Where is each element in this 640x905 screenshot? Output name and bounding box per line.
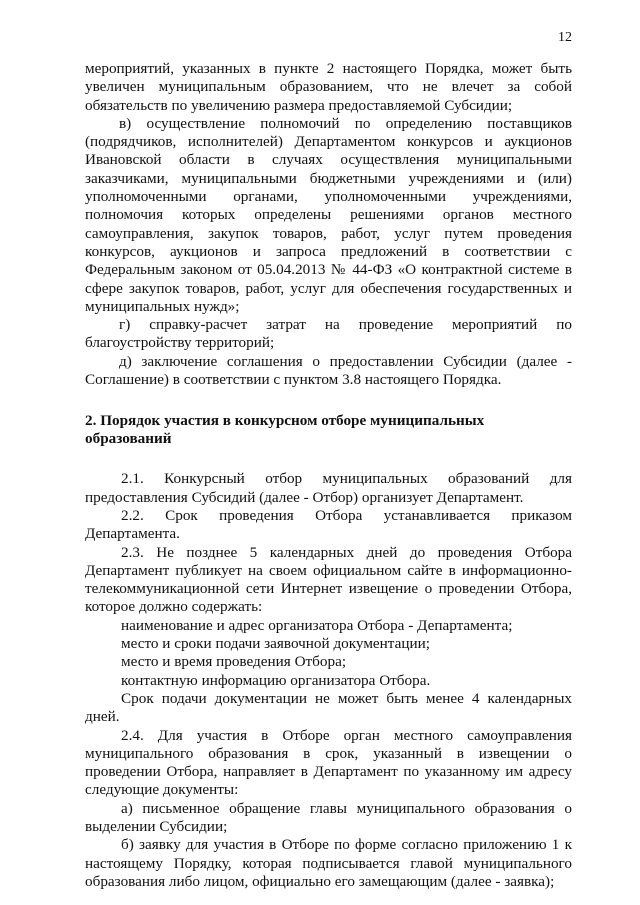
paragraph-2-1: 2.1. Конкурсный отбор муниципальных образований для предоставления Субсидий (далее - Отбор) организует Департамент.	[85, 470, 572, 506]
paragraph-item-v: в) осуществление полномочий по определению поставщиков (подрядчиков, исполнителей) Департаментом конкурсов и аукционов Ивановской области в случаях осуществления муниципальными заказчиками, муниципальными бюджетными учреждениями и (или) уполномоченными органами, уполномоченными учреждениями, полномочия которых определены решениями органов местного самоуправления, закупок товаров, работ, услуг путем проведения конкурсов, аукционов и запроса предложений в соответствии с Федеральным законом от 05.04.2013 № 44-ФЗ «О контрактной системе в сфере закупок товаров, работ, услуг для обеспечения государственных и муниципальных нужд»;	[85, 114, 572, 315]
list-item: контактную информацию организатора Отбора.	[121, 671, 431, 689]
paragraph-deadline: Срок подачи документации не может быть менее 4 календарных дней.	[85, 689, 572, 726]
paragraph-item-g: г) справку-расчет затрат на проведение мероприятий по благоустройству территорий;	[85, 316, 572, 352]
page-number: 12	[558, 30, 572, 45]
list-item: наименование и адрес организатора Отбора - Департамента;	[121, 616, 513, 634]
paragraph-2-4-a: а) письменное обращение главы муниципального образования о выделении Субсидии;	[85, 799, 572, 835]
paragraph-2-4: 2.4. Для участия в Отборе орган местного самоуправления муниципального образования в срок, указанный в извещении о проведении Отбора, направляет в Департамент по указанному им адресу следующие документы:	[85, 726, 572, 799]
section-heading: 2. Порядок участия в конкурсном отборе муниципальных образований	[85, 412, 485, 448]
paragraph-2-2: 2.2. Срок проведения Отбора устанавливается приказом Департамента.	[85, 506, 572, 543]
document-body	[85, 60, 572, 891]
list-item: место и время проведения Отбора;	[121, 653, 347, 671]
list-item: место и сроки подачи заявочной документации;	[121, 635, 430, 653]
paragraph-2-4-b: б) заявку для участия в Отборе по форме согласно приложению 1 к настоящему Порядку, которая подписывается главой муниципального образования либо лицом, официально его замещающим (далее - заявка);	[85, 836, 572, 890]
paragraph-item-d: д) заключение соглашения о предоставлении Субсидии (далее - Соглашение) в соответствии с пунктом 3.8 настоящего Порядка.	[85, 352, 572, 389]
paragraph-2-3: 2.3. Не позднее 5 календарных дней до проведения Отбора Департамент публикует на своем официальном сайте в информационно-телекоммуникационной сети Интернет извещение о проведении Отбора, которое должно содержать:	[85, 543, 572, 616]
paragraph-continuation: мероприятий, указанных в пункте 2 настоящего Порядка, может быть увеличен муниципальным образованием, что не влечет за собой обязательств по увеличению размера предоставляемой Субсидии;	[85, 60, 572, 114]
